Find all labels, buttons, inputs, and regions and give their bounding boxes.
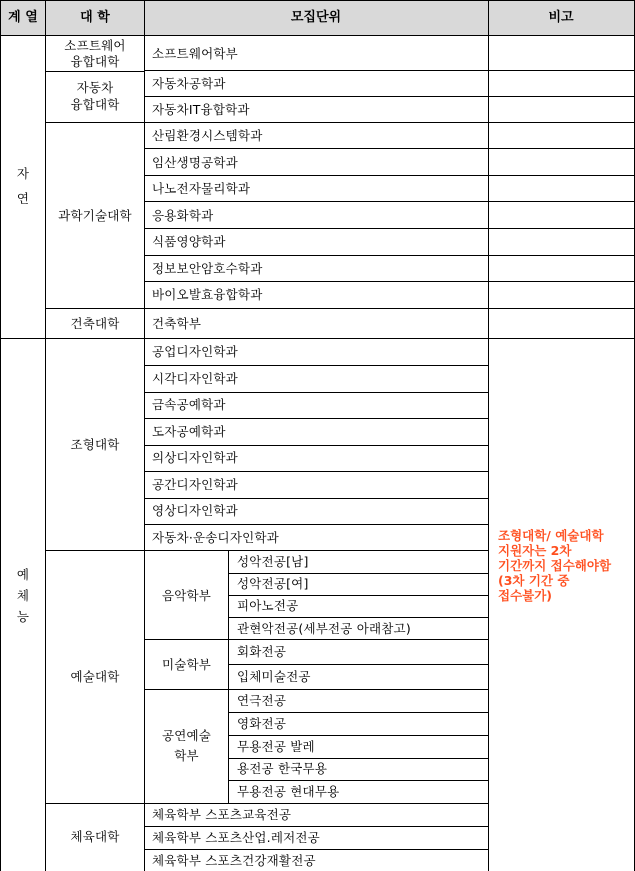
major-performing-1: 연극전공 [237, 693, 287, 708]
major-music-3: 피아노전공 [237, 598, 299, 613]
major-performing-5: 무용전공 현대무용 [237, 784, 340, 799]
college-auto-2: 융합대학 [70, 97, 120, 112]
unit-software: 소프트웨어학부 [152, 46, 238, 61]
remark-line-3: 기간까지 접수해야함 [498, 558, 612, 573]
major-fine-1: 회화전공 [237, 644, 287, 659]
unit-science-6: 정보보안암호수학과 [152, 261, 263, 276]
unit-science-3: 나노전자물리학과 [152, 181, 251, 196]
college-sports: 체육대학 [70, 829, 120, 844]
college-auto-1: 자동차 [76, 80, 114, 95]
college-arch: 건축대학 [70, 316, 120, 331]
college-design: 조형대학 [70, 437, 120, 452]
unit-science-7: 바이오발효융합학과 [152, 287, 263, 302]
unit-design-1: 공업디자인학과 [152, 344, 238, 359]
dept-performing-2: 학부 [174, 748, 199, 763]
unit-sports-2: 체육학부 스포츠산업.레저전공 [152, 830, 320, 845]
dept-music: 음악학부 [161, 588, 212, 603]
major-performing-3: 무용전공 발레 [237, 739, 315, 754]
unit-design-8: 자동차·운송디자인학과 [152, 530, 279, 545]
college-software-1: 소프트웨어 [64, 38, 126, 53]
major-fine-2: 입체미술전공 [237, 669, 311, 684]
college-software-2: 융합대학 [70, 54, 120, 69]
major-music-1: 성악전공[남] [237, 554, 309, 569]
header-daehak: 대 학 [80, 10, 110, 25]
unit-science-1: 산림환경시스템학과 [152, 128, 263, 143]
remark-line-4: (3차 기간 중 [498, 573, 570, 588]
major-music-2: 성악전공[여] [237, 576, 309, 591]
header-gyeyeol: 계 열 [8, 10, 38, 25]
header-mojip: 모집단위 [290, 10, 342, 25]
unit-science-4: 응용화학과 [152, 208, 214, 223]
unit-auto-2: 자동차IT융합학과 [152, 102, 250, 117]
remark-line-5: 접수불가) [498, 588, 553, 603]
major-performing-2: 영화전공 [237, 716, 287, 731]
unit-design-5: 의상디자인학과 [152, 450, 238, 465]
unit-design-4: 도자공예학과 [152, 424, 226, 439]
remark-note [498, 528, 632, 603]
unit-science-2: 임산생명공학과 [152, 155, 238, 170]
major-performing-4: 용전공 한국무용 [237, 761, 328, 776]
field-yechene-1: 예 [16, 567, 30, 582]
unit-design-2: 시각디자인학과 [152, 371, 238, 386]
unit-auto-1: 자동차공학과 [152, 76, 226, 91]
remark-line-2: 지원자는 2차 [498, 543, 572, 558]
field-yechene-3: 능 [16, 609, 30, 624]
unit-design-6: 공간디자인학과 [152, 477, 238, 492]
unit-sports-3: 체육학부 스포츠건강재활전공 [152, 853, 316, 868]
unit-design-3: 금속공예학과 [152, 397, 226, 412]
dept-performing-1: 공연예술 [161, 728, 212, 743]
remark-line-1: 조형대학/ 예술대학 [498, 528, 604, 543]
unit-science-5: 식품영양학과 [152, 234, 226, 249]
unit-design-7: 영상디자인학과 [152, 503, 238, 518]
field-jayeon-2: 연 [16, 191, 30, 206]
college-science: 과학기술대학 [58, 208, 132, 223]
field-jayeon-1: 자 [16, 166, 30, 181]
header-bigo: 비고 [548, 10, 574, 25]
major-music-4: 관현악전공(세부전공 아래참고) [237, 621, 411, 636]
unit-arch: 건축학부 [152, 316, 202, 331]
college-arts: 예술대학 [70, 669, 120, 684]
unit-sports-1: 체육학부 스포츠교육전공 [152, 807, 292, 822]
dept-fine-art: 미술학부 [161, 657, 212, 672]
field-yechene-2: 체 [16, 588, 30, 603]
